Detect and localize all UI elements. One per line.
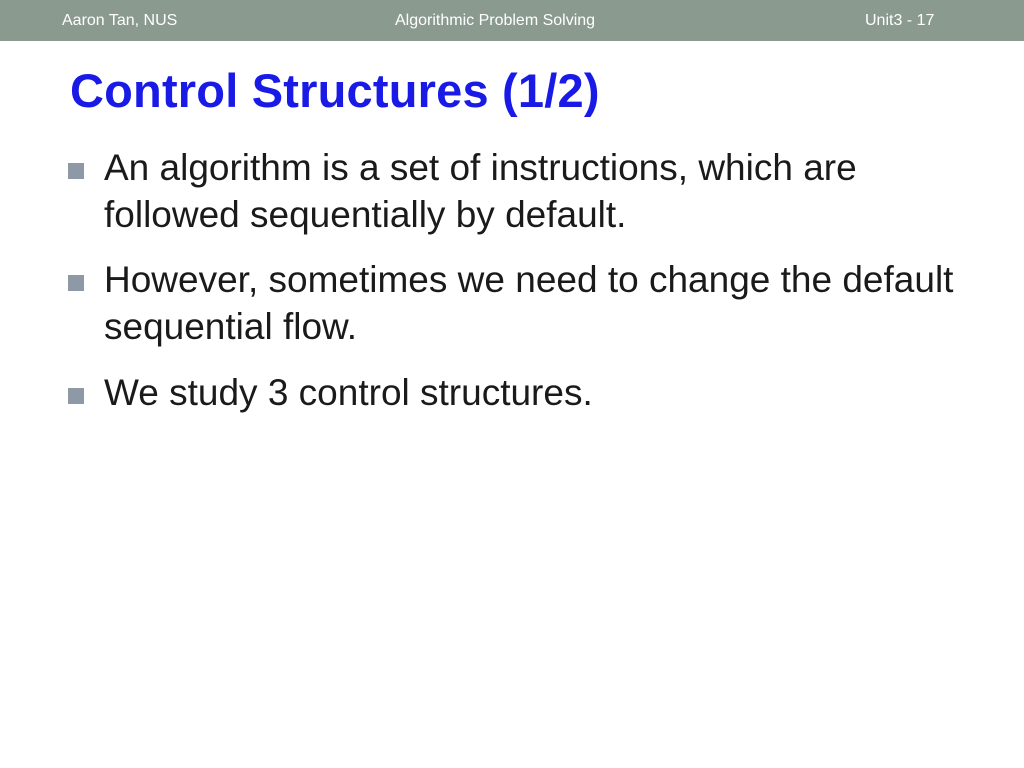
- square-bullet-icon: [68, 275, 84, 291]
- header-slide-number: Unit3 - 17: [865, 12, 935, 29]
- header-bar: [0, 0, 1024, 41]
- bullet-text: We study 3 control structures.: [104, 372, 593, 413]
- bullet-text: An algorithm is a set of instructions, which are followed sequentially by default.: [104, 147, 857, 235]
- header-course: Algorithmic Problem Solving: [395, 12, 596, 29]
- header-author: Aaron Tan, NUS: [62, 12, 178, 29]
- square-bullet-icon: [68, 388, 84, 404]
- bullet-text: However, sometimes we need to change the default sequential flow.: [104, 259, 954, 347]
- square-bullet-icon: [68, 163, 84, 179]
- slide-title: Control Structures (1/2): [70, 64, 600, 117]
